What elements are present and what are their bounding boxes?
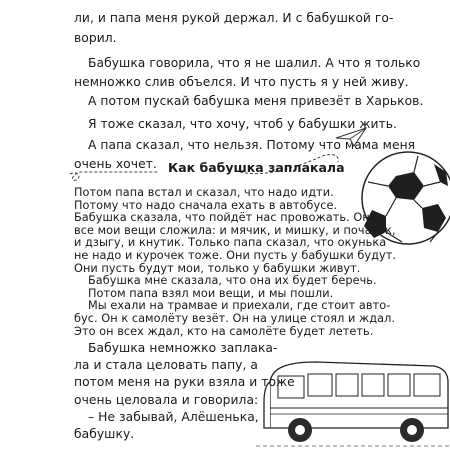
text-line: Бабушка мне сказала, что она их будет беречь. xyxy=(88,274,377,287)
text-line: ла и стала целовать папу, а xyxy=(74,358,258,372)
text-line: Потому что надо сначала ехать в автобусе. xyxy=(74,199,338,212)
text-line: очень целовала и говорила: xyxy=(74,393,259,407)
text-line: – Не забывай, Алёшенька, xyxy=(88,410,259,424)
text-line: и дзыгу, и кнутик. Только папа сказал, что окунька xyxy=(74,236,387,249)
text-line: Потом папа взял мои вещи, и мы пошли. xyxy=(88,287,334,300)
text-line: А папа сказал, что нельзя. Потому что мама меня xyxy=(88,138,416,152)
text-line: А потом пускай бабушка меня привезёт в Харьков. xyxy=(88,94,424,108)
text-line: немножко слив объелся. И что пусть я у ней живу. xyxy=(74,75,409,89)
text-line: ворил. xyxy=(74,31,117,45)
text-line: Мы ехали на трамвае и приехали, где стоит авто- xyxy=(88,299,391,312)
text-line: не надо и курочек тоже. Они пусть у бабушки будут. xyxy=(74,249,396,262)
text-line: очень хочет. xyxy=(74,157,157,171)
text-line: Это он всех ждал, кто на самолёте будет лететь. xyxy=(74,325,374,338)
text-line: Они пусть будут мои, только у бабушки живут. xyxy=(74,262,361,275)
paper-plane-icon xyxy=(334,126,368,148)
text-line: Бабушка немножко заплака- xyxy=(88,341,278,355)
text-line: ли, и папа меня рукой держал. И с бабушкой го- xyxy=(74,11,394,25)
chapter-heading: Как бабушка заплакала xyxy=(168,160,345,175)
text-line: Бабушка говорила, что я не шалил. А что я только xyxy=(88,56,421,70)
text-line: все мои вещи сложила: и мячик, и мишку, и початок, xyxy=(74,224,396,237)
text-line: Потом папа встал и сказал, что надо идти. xyxy=(74,186,334,199)
text-line: потом меня на руки взяла и тоже xyxy=(74,375,295,389)
bus-illustration xyxy=(256,352,450,450)
text-line: бабушку. xyxy=(74,427,135,441)
text-line: Я тоже сказал, что хочу, чтоб у бабушки жить. xyxy=(88,117,398,131)
text-line: бус. Он к самолёту везёт. Он на улице стоял и ждал. xyxy=(74,312,396,325)
text-line: Бабушка сказала, что пойдёт нас провожать. Она xyxy=(74,211,377,224)
